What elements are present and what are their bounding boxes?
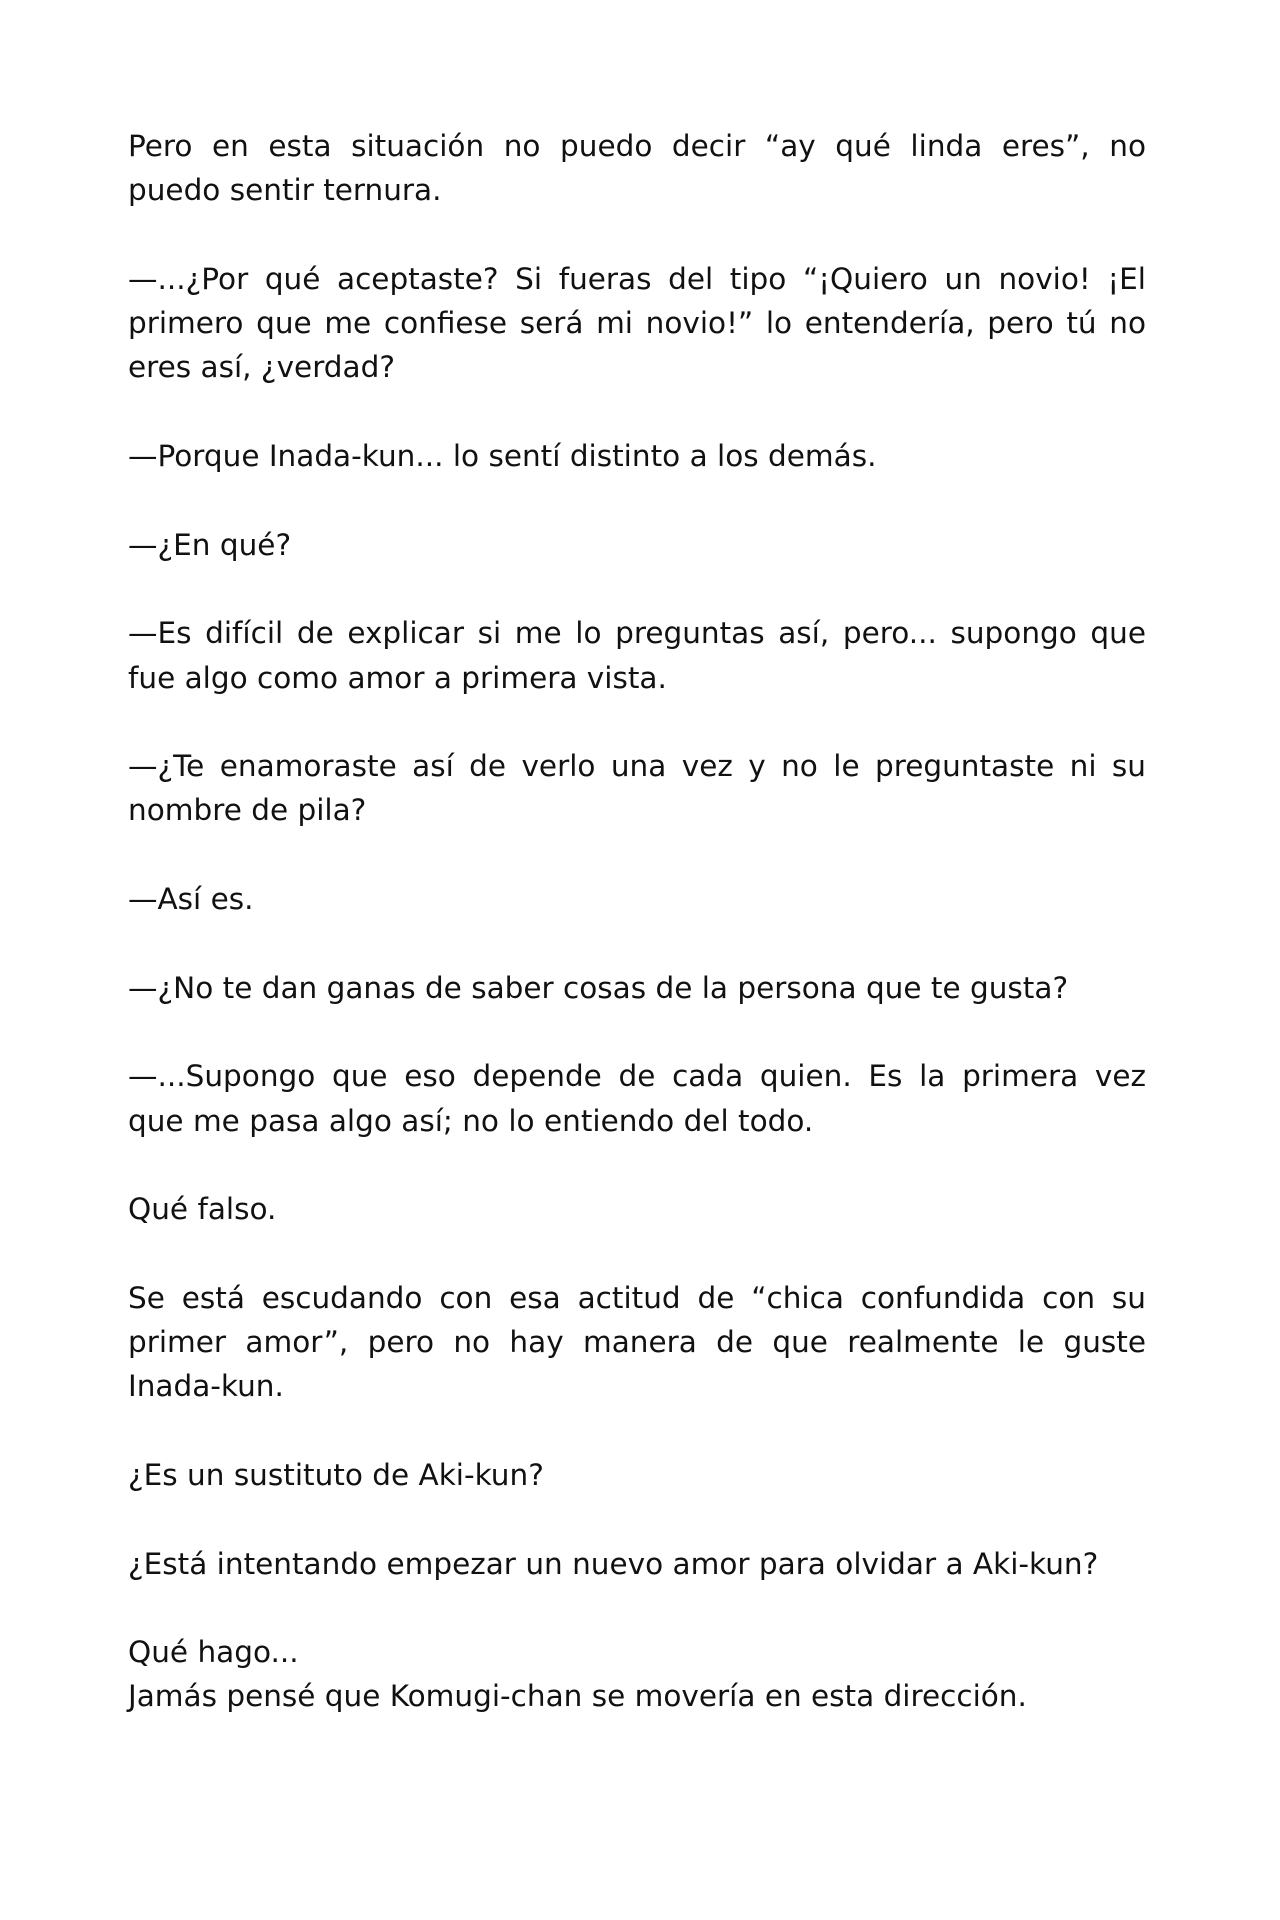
paragraph xyxy=(128,1453,1146,1497)
paragraph xyxy=(128,1187,1146,1231)
paragraph xyxy=(128,1054,1146,1143)
text-line: Jamás pensé que Komugi-chan se movería en esta dirección. xyxy=(128,1679,1027,1714)
text-line: —...¿Por qué aceptaste? Si fueras del tipo “¡Quiero un novio! ¡El xyxy=(128,261,1146,296)
text-line: fue algo como amor a primera vista. xyxy=(128,660,667,695)
text-line: Se está escudando con esa actitud de “chica confundida con su xyxy=(128,1280,1146,1315)
paragraph xyxy=(128,611,1146,700)
text-line: Inada-kun. xyxy=(128,1369,284,1404)
text-line: que me pasa algo así; no lo entiendo del todo. xyxy=(128,1103,814,1138)
text-line: —¿No te dan ganas de saber cosas de la persona que te gusta? xyxy=(128,970,1069,1005)
document-page xyxy=(128,124,1146,1763)
text-line: nombre de pila? xyxy=(128,793,367,828)
paragraph xyxy=(128,1542,1146,1586)
text-line: —¿Te enamoraste así de verlo una vez y no le preguntaste ni su xyxy=(128,749,1146,784)
text-line: Qué hago... xyxy=(128,1635,299,1670)
paragraph xyxy=(128,744,1146,833)
text-line: eres así, ¿verdad? xyxy=(128,350,395,385)
text-line: primer amor”, pero no hay manera de que realmente le guste xyxy=(128,1325,1146,1360)
text-line: Pero en esta situación no puedo decir “ay qué linda eres”, no xyxy=(128,129,1146,163)
text-line: —¿En qué? xyxy=(128,527,292,562)
text-line: puedo sentir ternura. xyxy=(128,173,442,208)
paragraph xyxy=(128,877,1146,921)
text-line: —Porque Inada-kun... lo sentí distinto a los demás. xyxy=(128,439,877,474)
paragraph xyxy=(128,434,1146,478)
text-line: ¿Es un sustituto de Aki-kun? xyxy=(128,1457,544,1492)
text-line: —...Supongo que eso depende de cada quien. Es la primera vez xyxy=(128,1059,1146,1094)
paragraph xyxy=(128,1630,1146,1719)
text-line: —Así es. xyxy=(128,882,254,917)
text-line: primero que me confiese será mi novio!” lo entendería, pero tú no xyxy=(128,306,1146,341)
paragraph xyxy=(128,1276,1146,1409)
text-line: ¿Está intentando empezar un nuevo amor para olvidar a Aki-kun? xyxy=(128,1546,1099,1581)
paragraph xyxy=(128,966,1146,1010)
paragraph xyxy=(128,257,1146,390)
paragraph xyxy=(128,124,1146,213)
text-line: —Es difícil de explicar si me lo preguntas así, pero... supongo que xyxy=(128,616,1146,651)
paragraph xyxy=(128,523,1146,567)
text-line: Qué falso. xyxy=(128,1192,277,1227)
